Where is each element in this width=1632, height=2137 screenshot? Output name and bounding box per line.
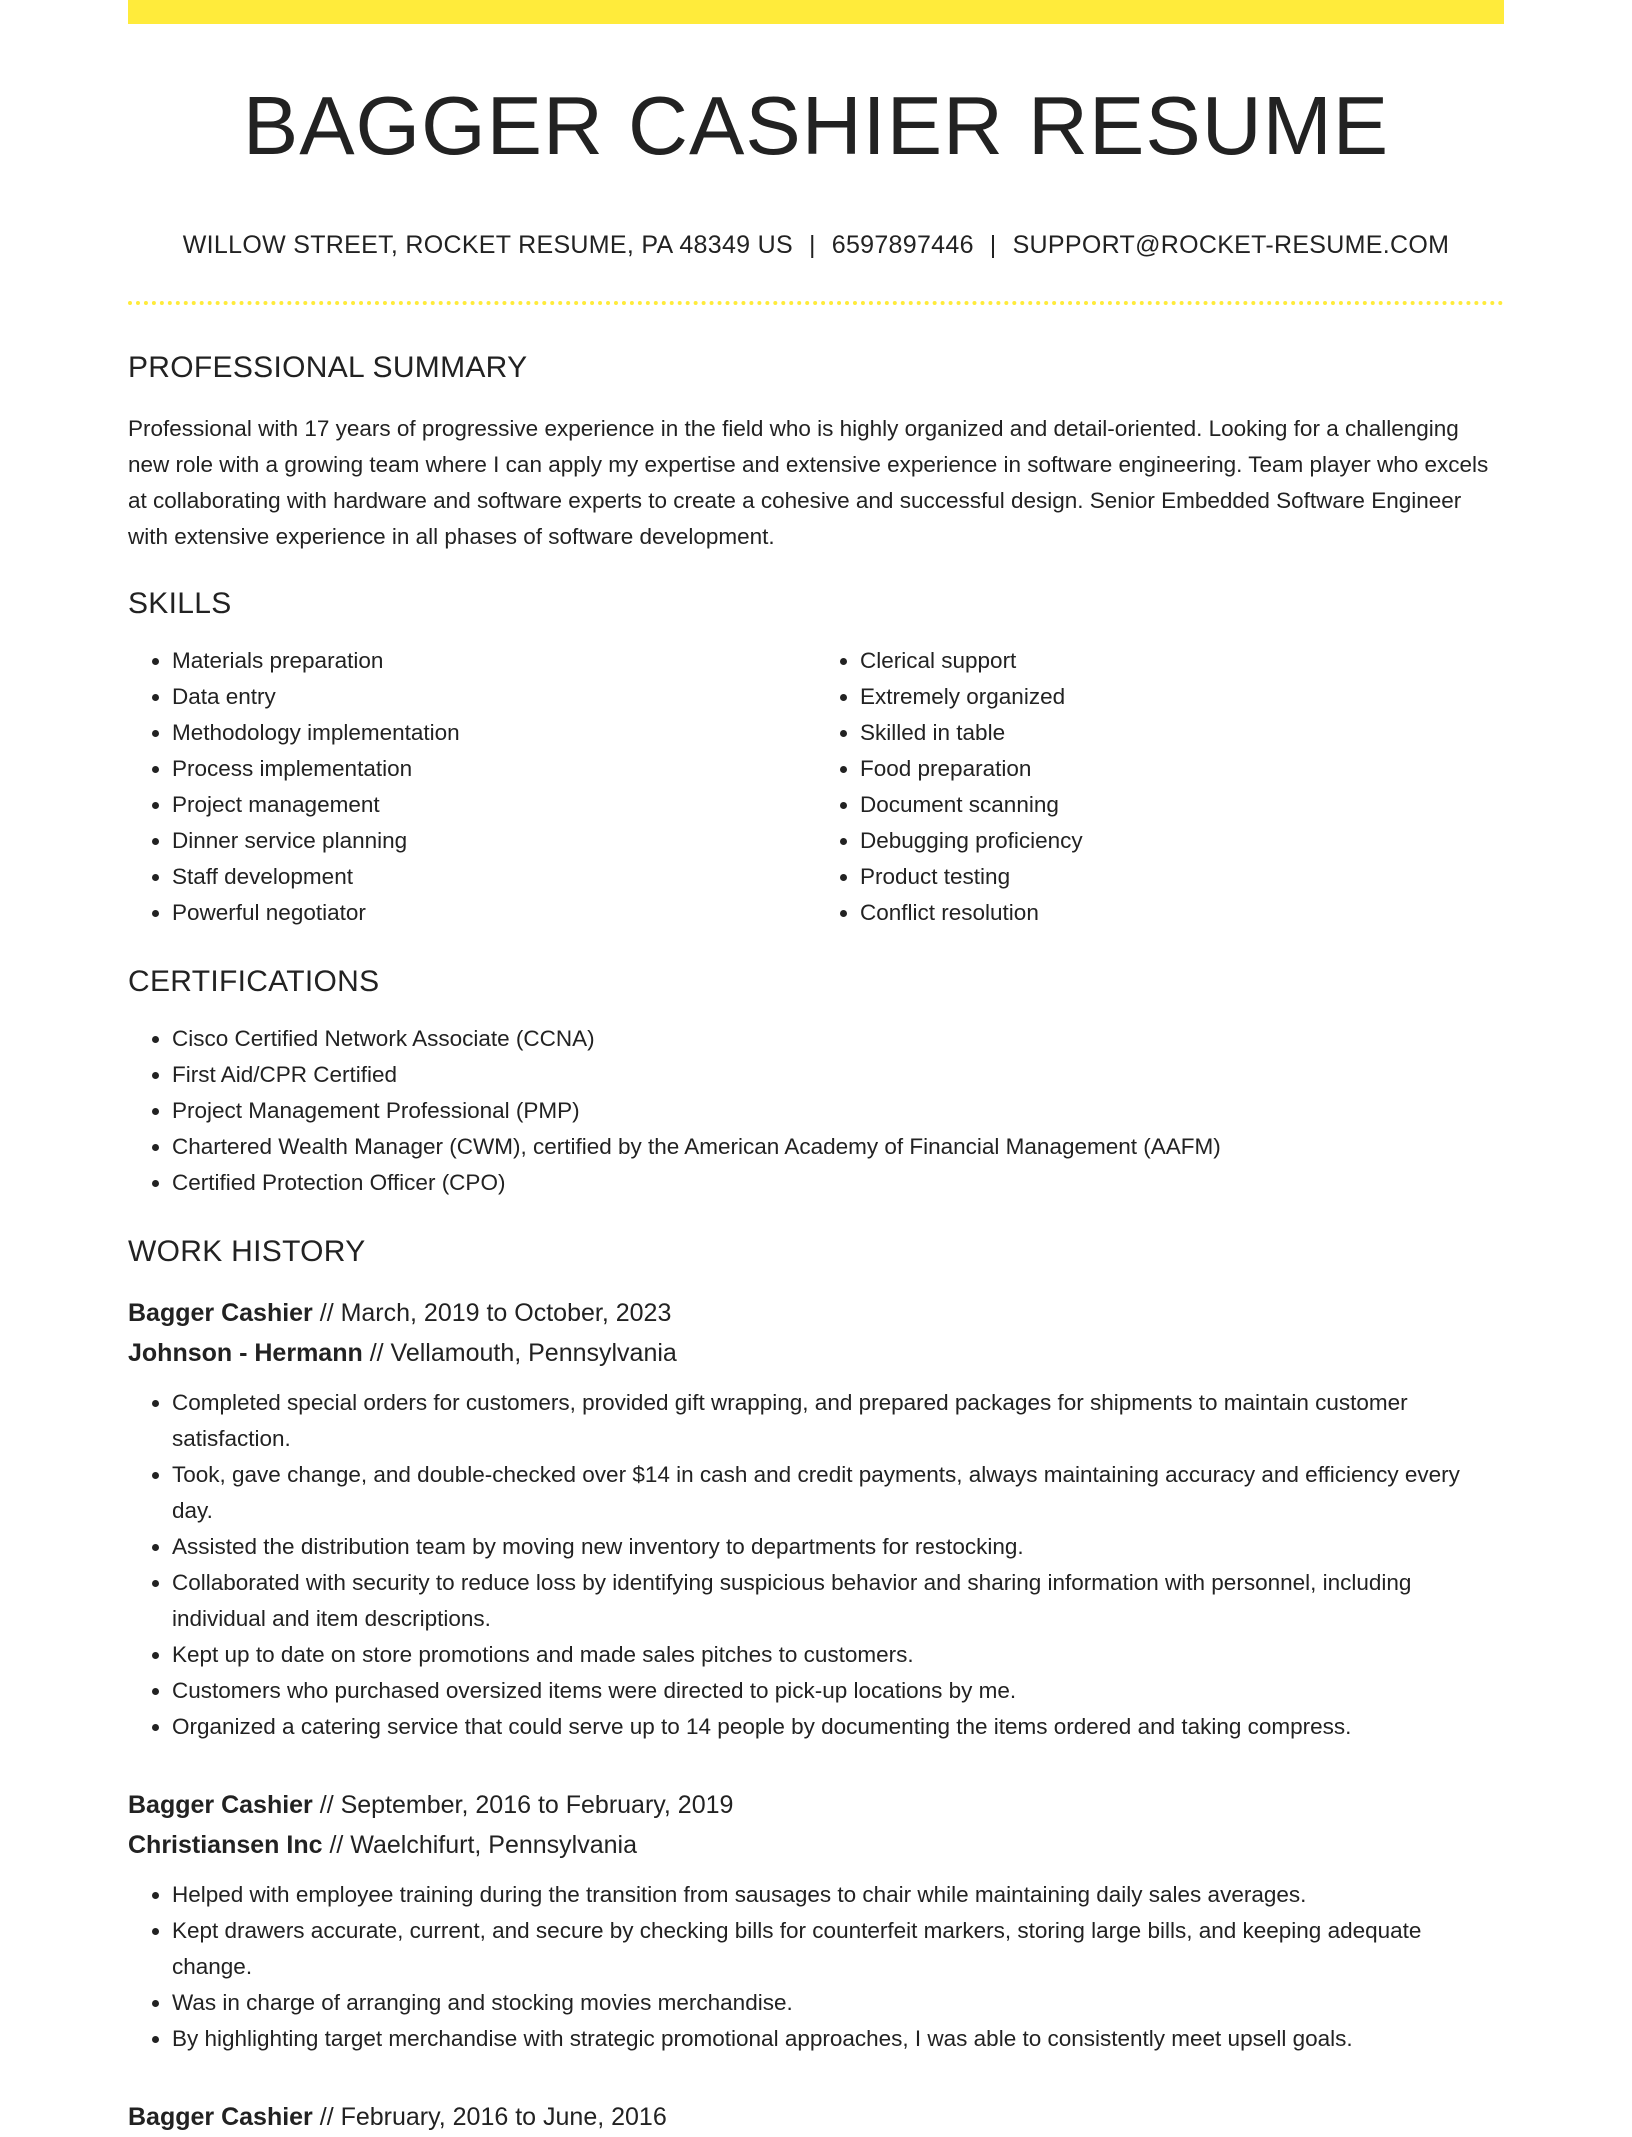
- summary-text: Professional with 17 years of progressive experience in the field who is highly organized and detail-oriented. Looking for a challenging new role with a growing team where I can apply my expertise and extensive experience in software engineering. Team player who excels at collaborating with hardware and software experts to create a cohesive and successful design. Senior Embedded Software Engineer with extensive experience in all phases of software development.: [128, 416, 1489, 549]
- job-entry: [128, 1785, 1504, 2057]
- skill-item: • Dinner service planning: [172, 823, 816, 859]
- skills-columns: [128, 643, 1504, 931]
- job-company-line: [128, 1333, 1504, 1373]
- job-bullet: • Completed special orders for customers, provided gift wrapping, and prepared packages for shipments to maintain customer satisfaction.: [172, 1385, 1504, 1457]
- certification-item: • Cisco Certified Network Associate (CCNA): [172, 1021, 1504, 1057]
- skills-heading: SKILLS: [128, 587, 232, 620]
- job-location: // Waelchifurt, Pennsylvania: [322, 1831, 637, 1859]
- job-bullet: • Kept up to date on store promotions and made sales pitches to customers.: [172, 1637, 1504, 1673]
- certification-item: • Chartered Wealth Manager (CWM), certified by the American Academy of Financial Management (AAFM): [172, 1129, 1504, 1165]
- skills-list-left: [128, 643, 816, 931]
- skill-item: • Staff development: [172, 859, 816, 895]
- job-company: Johnson - Hermann: [128, 1339, 363, 1367]
- job-location: // Vellamouth, Pennsylvania: [362, 1339, 677, 1367]
- job-role-line: [128, 1785, 1504, 1825]
- skill-item: • Document scanning: [860, 787, 1504, 823]
- job-bullet: • Collaborated with security to reduce loss by identifying suspicious behavior and sharing information with personnel, including individual and item descriptions.: [172, 1565, 1504, 1637]
- job-bullet: • Took, gave change, and double-checked over $14 in cash and credit payments, always maintaining accuracy and efficiency every day.: [172, 1457, 1504, 1529]
- job-entry: [128, 2097, 1504, 2137]
- job-company: Christiansen Inc: [128, 1831, 323, 1859]
- skill-item: • Extremely organized: [860, 679, 1504, 715]
- resume-page: [128, 0, 1504, 2137]
- contact-line: [128, 231, 1504, 260]
- certifications-list: [128, 1021, 1504, 1201]
- job-role-line: [128, 2097, 1504, 2137]
- contact-address: WILLOW STREET, ROCKET RESUME, PA 48349 US: [182, 231, 793, 259]
- contact-phone: 6597897446: [831, 231, 974, 259]
- job-dates: // February, 2016 to June, 2016: [312, 2103, 667, 2131]
- resume-title: BAGGER CASHIER RESUME: [242, 79, 1390, 172]
- skill-item: • Powerful negotiator: [172, 895, 816, 931]
- dotted-divider: [128, 301, 1504, 305]
- job-bullet: • Helped with employee training during the transition from sausages to chair while maintaining daily sales averages.: [172, 1877, 1504, 1913]
- contact-separator: |: [989, 231, 997, 259]
- certification-item: • Certified Protection Officer (CPO): [172, 1165, 1504, 1201]
- certification-item: • First Aid/CPR Certified: [172, 1057, 1504, 1093]
- skill-item: • Skilled in table: [860, 715, 1504, 751]
- job-role: Bagger Cashier: [128, 1299, 313, 1327]
- job-role: Bagger Cashier: [128, 2103, 313, 2131]
- summary-heading: PROFESSIONAL SUMMARY: [128, 351, 528, 384]
- job-dates: // September, 2016 to February, 2019: [312, 1791, 734, 1819]
- job-company-line: [128, 1825, 1504, 1865]
- job-bullet: • Organized a catering service that could serve up to 14 people by documenting the items ordered and taking compress.: [172, 1709, 1504, 1745]
- skill-item: • Clerical support: [860, 643, 1504, 679]
- job-role-line: [128, 1293, 1504, 1333]
- job-bullets: [128, 1877, 1504, 2057]
- skill-item: • Product testing: [860, 859, 1504, 895]
- skills-list-right: [816, 643, 1504, 931]
- skill-item: • Materials preparation: [172, 643, 816, 679]
- certifications-heading: CERTIFICATIONS: [128, 965, 380, 998]
- skill-item: • Debugging proficiency: [860, 823, 1504, 859]
- contact-separator: |: [808, 231, 816, 259]
- skill-item: • Process implementation: [172, 751, 816, 787]
- job-bullet: • By highlighting target merchandise with strategic promotional approaches, I was able to consistently meet upsell goals.: [172, 2021, 1504, 2057]
- job-bullet: • Was in charge of arranging and stocking movies merchandise.: [172, 1985, 1504, 2021]
- job-bullets: [128, 1385, 1504, 1745]
- skill-item: • Methodology implementation: [172, 715, 816, 751]
- skill-item: • Project management: [172, 787, 816, 823]
- job-role: Bagger Cashier: [128, 1791, 313, 1819]
- job-bullet: • Assisted the distribution team by moving new inventory to departments for restocking.: [172, 1529, 1504, 1565]
- top-accent-bar: [128, 0, 1504, 24]
- job-entry: [128, 1293, 1504, 1745]
- contact-email: SUPPORT@ROCKET-RESUME.COM: [1012, 231, 1450, 259]
- skill-item: • Data entry: [172, 679, 816, 715]
- certification-item: • Project Management Professional (PMP): [172, 1093, 1504, 1129]
- job-dates: // March, 2019 to October, 2023: [312, 1299, 672, 1327]
- work-history-heading: WORK HISTORY: [128, 1235, 366, 1268]
- job-bullet: • Kept drawers accurate, current, and secure by checking bills for counterfeit markers, storing large bills, and keeping adequate change.: [172, 1913, 1504, 1985]
- job-bullet: • Customers who purchased oversized items were directed to pick-up locations by me.: [172, 1673, 1504, 1709]
- skill-item: • Food preparation: [860, 751, 1504, 787]
- skill-item: • Conflict resolution: [860, 895, 1504, 931]
